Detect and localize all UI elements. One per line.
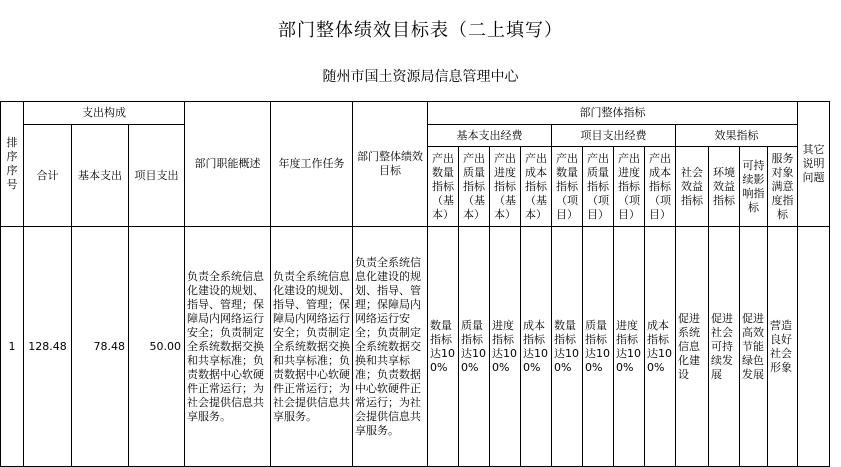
header-basic-output-progress: 产出进度指标（基本） bbox=[490, 147, 521, 227]
table-row bbox=[1, 227, 830, 467]
header-annual-tasks: 年度工作任务 bbox=[271, 102, 353, 227]
header-dept-function: 部门职能概述 bbox=[185, 102, 271, 227]
row-seq: 1 bbox=[1, 227, 24, 467]
header-project-funds-group: 项目支出经费 bbox=[552, 125, 676, 147]
row-other bbox=[798, 227, 830, 467]
header-effect-group: 效果指标 bbox=[676, 125, 798, 147]
header-project-output-cost: 产出成本指标（项目） bbox=[645, 147, 676, 227]
row-social: 促进系统信息化建设 bbox=[676, 227, 709, 467]
header-sustainable-impact: 可持续影响指标 bbox=[740, 147, 768, 227]
row-goal-text: 负责全系统信息化建设的规划、指导、管理；保障局内网络运行安全；负责制定全系统数据交换和共享标准；负责数据中心软硬件正常运行；为社会提供信息共享服务。 bbox=[353, 227, 428, 467]
header-environmental-benefit: 环境效益指标 bbox=[709, 147, 740, 227]
header-project-output-progress: 产出进度指标（项目） bbox=[614, 147, 645, 227]
row-project-quality: 质量指标达100% bbox=[583, 227, 614, 467]
row-sustainable: 促进高效节能绿色发展 bbox=[740, 227, 768, 467]
header-expenditure-group: 支出构成 bbox=[24, 102, 185, 125]
row-basic-progress: 进度指标达100% bbox=[490, 227, 521, 467]
row-project: 50.00 bbox=[129, 227, 185, 467]
row-tasks-text: 负责全系统信息化建设的规划、指导、管理；保障局内网络运行安全；负责制定全系统数据交换和共享标准；负责数据中心软硬件正常运行；为社会提供信息共享服务。 bbox=[271, 227, 353, 467]
organization-name: 随州市国土资源局信息管理中心 bbox=[322, 69, 519, 85]
header-satisfaction: 服务对象满意度指标 bbox=[768, 147, 798, 227]
header-basic-output-quantity: 产出数量指标（基本） bbox=[428, 147, 459, 227]
row-project-cost: 成本指标达100% bbox=[645, 227, 676, 467]
page-title: 部门整体绩效目标表（二上填写） bbox=[278, 20, 563, 41]
row-basic: 78.48 bbox=[72, 227, 129, 467]
header-basic-output-quality: 产出质量指标（基本） bbox=[459, 147, 490, 227]
row-function-text: 负责全系统信息化建设的规划、指导、管理；保障局内网络运行安全；负责制定全系统数据交换和共享标准；负责数据中心软硬件正常运行；为社会提供信息共享服务。 bbox=[185, 227, 271, 467]
performance-table bbox=[0, 101, 830, 467]
header-total: 合计 bbox=[24, 125, 72, 227]
row-total: 128.48 bbox=[24, 227, 72, 467]
header-dept-goal: 部门整体绩效目标 bbox=[353, 102, 428, 227]
row-environment: 促进社会可持续发展 bbox=[709, 227, 740, 467]
header-indicators-group: 部门整体指标 bbox=[428, 102, 798, 125]
header-social-benefit: 社会效益指标 bbox=[676, 147, 709, 227]
row-satisfaction: 营造良好社会形象 bbox=[768, 227, 798, 467]
header-project-expenditure: 项目支出 bbox=[129, 125, 185, 227]
row-project-progress: 进度指标达100% bbox=[614, 227, 645, 467]
header-other: 其它说明问题 bbox=[798, 102, 830, 227]
header-project-output-quantity: 产出数量指标（项目） bbox=[552, 147, 583, 227]
header-basic-output-cost: 产出成本指标（基本） bbox=[521, 147, 552, 227]
row-basic-quantity: 数量指标达100% bbox=[428, 227, 459, 467]
header-basic-funds-group: 基本支出经费 bbox=[428, 125, 552, 147]
row-basic-cost: 成本指标达100% bbox=[521, 227, 552, 467]
header-seq-no: 排序序号 bbox=[1, 102, 24, 227]
header-project-output-quality: 产出质量指标（项目） bbox=[583, 147, 614, 227]
row-project-quantity: 数量指标达100% bbox=[552, 227, 583, 467]
row-basic-quality: 质量指标达100% bbox=[459, 227, 490, 467]
header-basic-expenditure: 基本支出 bbox=[72, 125, 129, 227]
